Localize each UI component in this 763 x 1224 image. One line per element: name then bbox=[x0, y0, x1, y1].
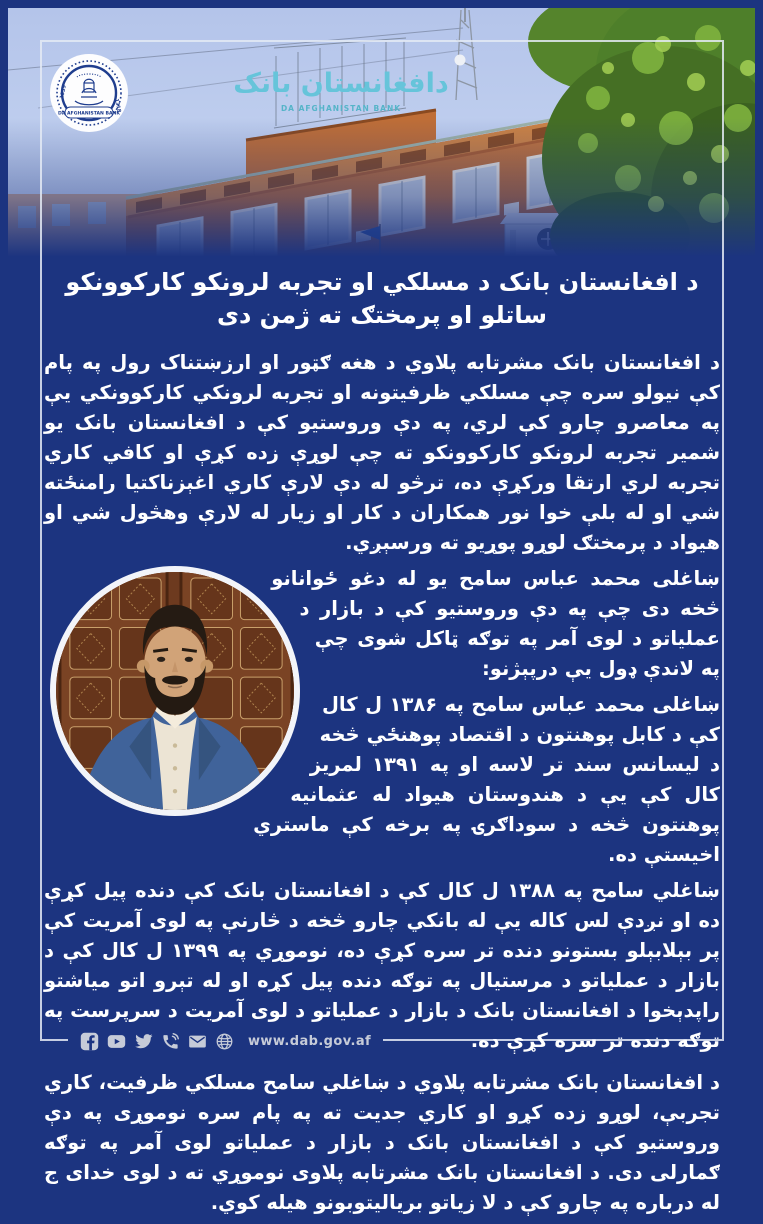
sign-arabic-text: دافغانستان بانک bbox=[233, 68, 449, 99]
body-paragraph-2: ښاغلی محمد عباس سامح یو له دغو ځوانانو څخه دی چې په دې وروستیو کې د بازار د عملیاتو د لوی آمر په توګه ټاکل شوی چې په لاندې ډول یې درپېژنو: bbox=[271, 567, 720, 680]
sign-latin-text: DA AFGHANISTAN BANK bbox=[280, 104, 402, 113]
twitter-icon[interactable] bbox=[134, 1032, 153, 1051]
portrait-illustration bbox=[56, 572, 294, 810]
globe-icon[interactable] bbox=[215, 1032, 234, 1051]
photo-gradient-overlay bbox=[8, 118, 755, 261]
headline: د افغانستان بانک د مسلکي او تجربه لرونکو کارکوونکو ساتلو او پرمختګ ته ژمن دی bbox=[65, 268, 699, 329]
email-icon[interactable] bbox=[188, 1032, 207, 1051]
body-paragraph-3: ښاغلی محمد عباس سامح په ۱۳۸۶ ل کال کې د کابل پوهنتون د اقتصاد پوهنځي څخه د لیسانس سند تر لاسه او په ۱۳۹۱ لمریز کال کې یې د هندوستان هیواد له عثمانیه پوهنتون څخه د سوداګرۍ په برخه کې ماستري اخیستې ده. bbox=[253, 693, 720, 866]
body-paragraph-4: ښاغلي سامح په ۱۳۸۸ ل کال کې د افغانستان بانک کې دنده پیل کړې ده او نږدې لس کاله یې له بانکي چارو څخه د څارنې په لوی آمریت کې پر بېلابېلو بستونو دنده تر سره کړې ده، نوموړي په ۱۳۹۹ ل کال کې د بازار د عملیاتو د مرستیال په توګه دنده پیل کړه او له تېرو اتو میاشتو راپدېخوا د افغانستان بانک د بازار د عملیاتو د لوی آمریت د سرپرست په توګه دنده تر سره کړې ده. bbox=[44, 879, 721, 1052]
emblem-year-right: 1318 bbox=[113, 98, 122, 114]
body-paragraph-5: د افغانستان بانک مشرتابه پلاوي د ښاغلي سامح مسلکي ظرفیت، کاري تجربې، لوړو زده کړو او کاري جدیت ته په پام سره نوموړی په دې وروستیو کې د افغانستان بانک د بازار د عملیاتو لوی آمر په توګه ګمارلی دی. د افغانستان بانک مشرتابه پلاوی نوموړي ته د لوی خدای ج له درباره په چارو کې د لا زیاتو بریالیتوبونو هیله کوي. bbox=[44, 1071, 720, 1214]
youtube-icon[interactable] bbox=[107, 1032, 126, 1051]
dab-logo bbox=[49, 53, 129, 133]
website-url[interactable]: www.dab.gov.af bbox=[248, 1033, 372, 1049]
phone-icon[interactable] bbox=[161, 1032, 180, 1051]
emblem-year-left: 1939 bbox=[59, 84, 68, 100]
announcement-body bbox=[44, 256, 720, 1224]
employee-portrait bbox=[50, 566, 300, 816]
footer-bar bbox=[68, 1025, 383, 1057]
body-paragraph-1: د افغانستان بانک مشرتابه پلاوي د هغه ګټور او ارزښتناک رول په پام کې نیولو سره چې مسلکي ظرفیتونه او تجربه لرونکي کارکوونکي یې په معاصرو چارو کې لري، په دې وروستیو کې د افغانستان بانک یو شمیر تجربه لرونکو کارکوونکو ته چې لوړې زده کړې او کافي کاري تجربه لري ارتقا ورکړې ده، ترڅو له دې لارې کاري اغېزناکتیا رامنځته شي او له بلې خوا نور همکاران د کار او زیار له لارې وهڅول شي او هیواد د پرمختګ لوړو پوړیو ته ورسېږي. bbox=[44, 351, 720, 554]
facebook-icon[interactable] bbox=[80, 1032, 99, 1051]
emblem-bank-name: DA AFGHANISTAN BANK bbox=[58, 111, 120, 117]
